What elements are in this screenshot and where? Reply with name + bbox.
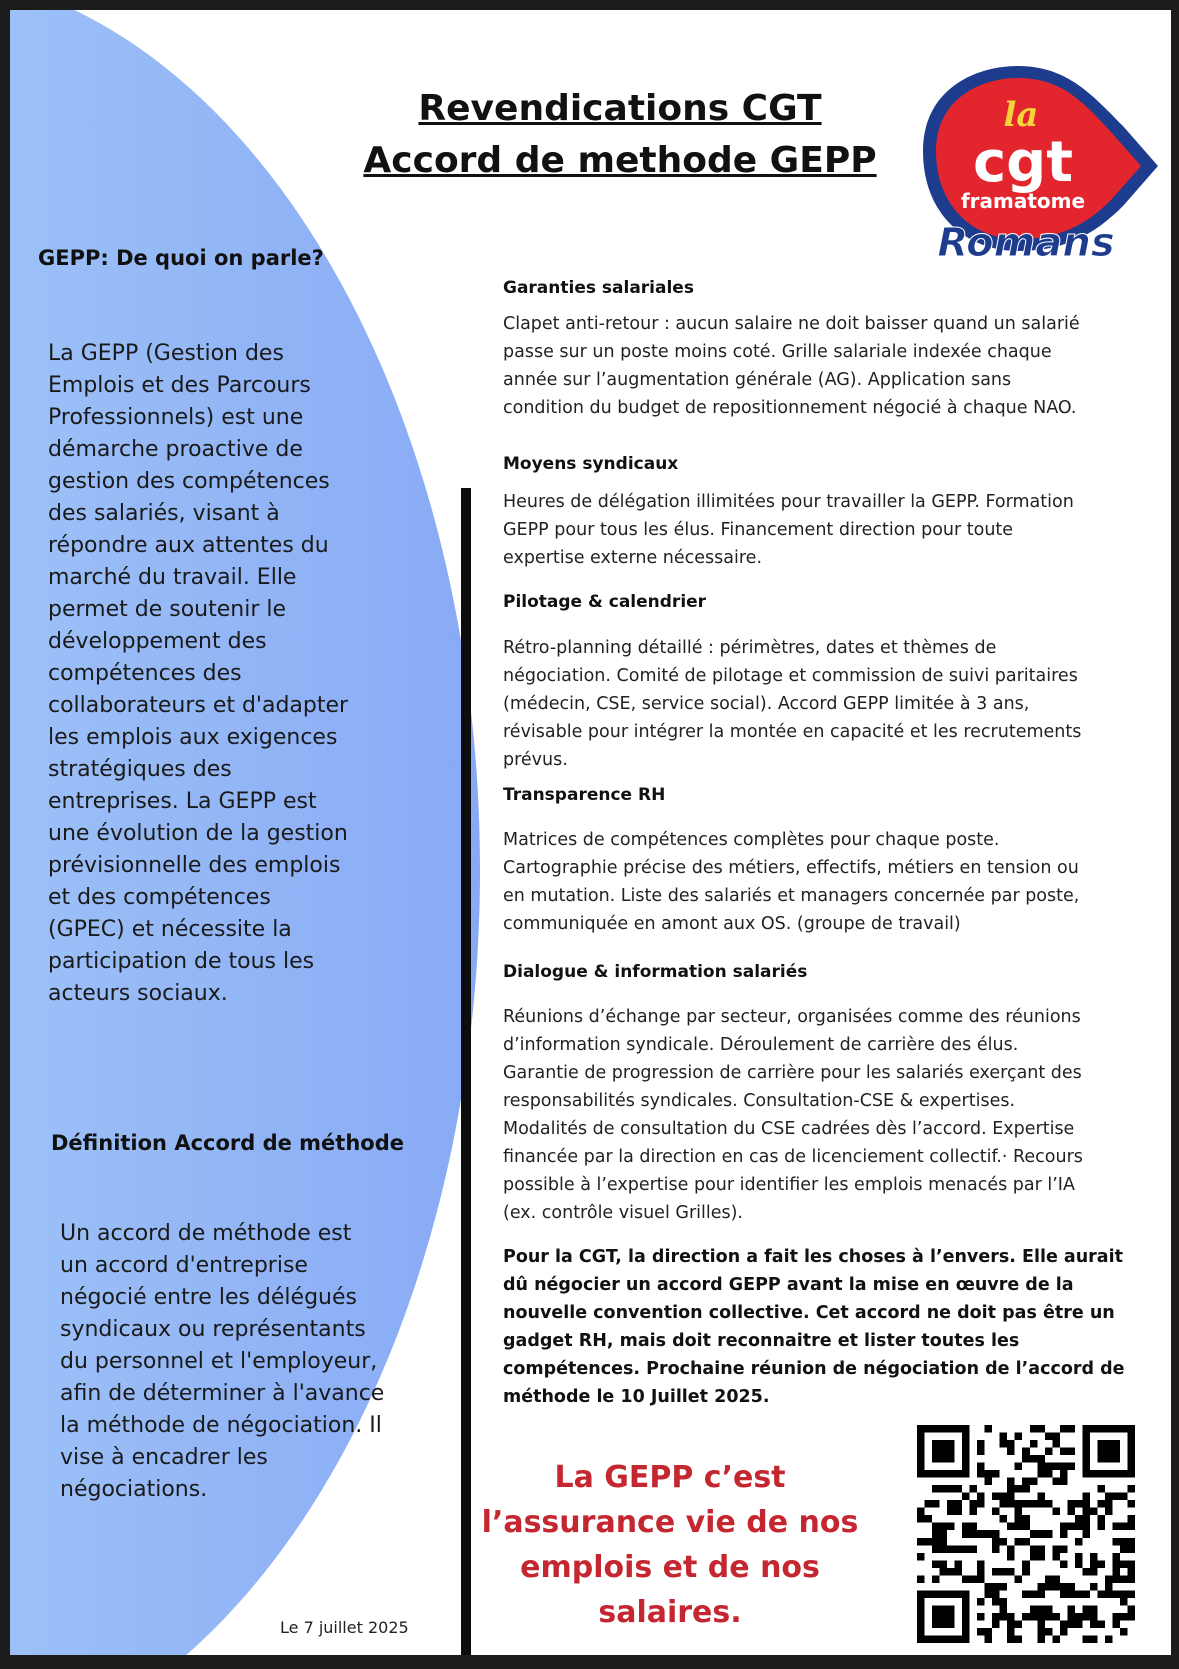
qr-code[interactable]: [917, 1425, 1135, 1643]
cgt-framatome-logo: [903, 56, 1163, 266]
section-body-dialogue: Réunions d’échange par secteur, organisées comme des réunions d’information syndicale. Déroulement de carrière des élus. Garantie de progression de carrière pour les salariés exerçant des responsabilités syndicales. Consultation-CSE & expertises. Modalités de consultation du CSE cadrées dès l’accord. Expertise financée par la direction en cas de licenciement collectif.· Recours possible à l’expertise pour identifier les emplois menacés par l’IA (ex. contrôle visuel Grilles).: [503, 1007, 1083, 1223]
logo-framatome-text: framatome: [960, 189, 1086, 213]
vertical-divider: [461, 488, 471, 1655]
cgt-conclusion: Pour la CGT, la direction a fait les choses à l’envers. Elle aurait dû négocier un accord GEPP avant la mise en œuvre de la nouvelle convention collective. Cet accord ne doit pas être un gadget RH, mais doit reconnaitre et lister toutes les compétences. Prochaine réunion de négociation de l’accord de méthode le 10 Juillet 2025.: [503, 1247, 1125, 1407]
section-body-garanties: Clapet anti-retour : aucun salaire ne doit baisser quand un salarié passe sur un poste moins coté. Grille salariale indexée chaque année sur l’augmentation générale (AG). Application sans condition du budget de repositionnement négocié à chaque NAO.: [503, 314, 1080, 418]
section-title-pilotage: Pilotage & calendrier: [503, 592, 707, 612]
left-heading-accord: Définition Accord de méthode: [51, 1131, 404, 1155]
flyer-page: [10, 10, 1171, 1655]
slogan: La GEPP c’est l’assurance vie de nos emplois et de nos salaires.: [481, 1460, 859, 1630]
logo-romans-text: Romans: [937, 220, 1115, 266]
section-title-garanties: Garanties salariales: [503, 278, 694, 298]
left-body-gepp: La GEPP (Gestion des Emplois et des Parcours Professionnels) est une démarche proactive de gestion des compétences des salariés, visant à répondre aux attentes du marché du travail. Elle permet de soutenir le développement des compétences des collaborateurs et d'adapter les emplois aux exigences stratégiques des entreprises. La GEPP est une évolution de la gestion prévisionnelle des emplois et des compétences (GPEC) et nécessite la participation de tous les acteurs sociaux.: [48, 341, 349, 1006]
section-title-moyens: Moyens syndicaux: [503, 454, 679, 474]
title-line-2: Accord de methode GEPP: [363, 140, 877, 181]
title-line-1: Revendications CGT: [418, 88, 822, 129]
section-body-transparence: Matrices de compétences complètes pour chaque poste. Cartographie précise des métiers, effectifs, métiers en tension ou en mutation. Liste des salariés et managers concernée par poste, communiquée en amont aux OS. (groupe de travail): [503, 830, 1080, 934]
logo-la-text: la: [1003, 95, 1039, 135]
section-title-dialogue: Dialogue & information salariés: [503, 962, 808, 982]
left-heading-gepp: GEPP: De quoi on parle?: [38, 246, 324, 270]
logo-cgt-text: cgt: [972, 130, 1074, 195]
section-body-moyens: Heures de délégation illimitées pour travailler la GEPP. Formation GEPP pour tous les élus. Financement direction pour toute expertise externe nécessaire.: [503, 492, 1074, 568]
section-body-pilotage: Rétro-planning détaillé : périmètres, dates et thèmes de négociation. Comité de pilotage et commission de suivi paritaires (médecin, CSE, service social). Accord GEPP limitée à 3 ans, révisable pour intégrer la montée en capacité et les recrutements prévus.: [503, 638, 1082, 770]
publication-date: Le 7 juillet 2025: [280, 1618, 409, 1637]
left-body-accord: Un accord de méthode est un accord d'entreprise négocié entre les délégués syndicaux ou représentants du personnel et l'employeur, afin de déterminer à l'avance la méthode de négociation. Il vise à encadrer les négociations.: [60, 1221, 385, 1502]
section-title-transparence: Transparence RH: [503, 785, 666, 805]
